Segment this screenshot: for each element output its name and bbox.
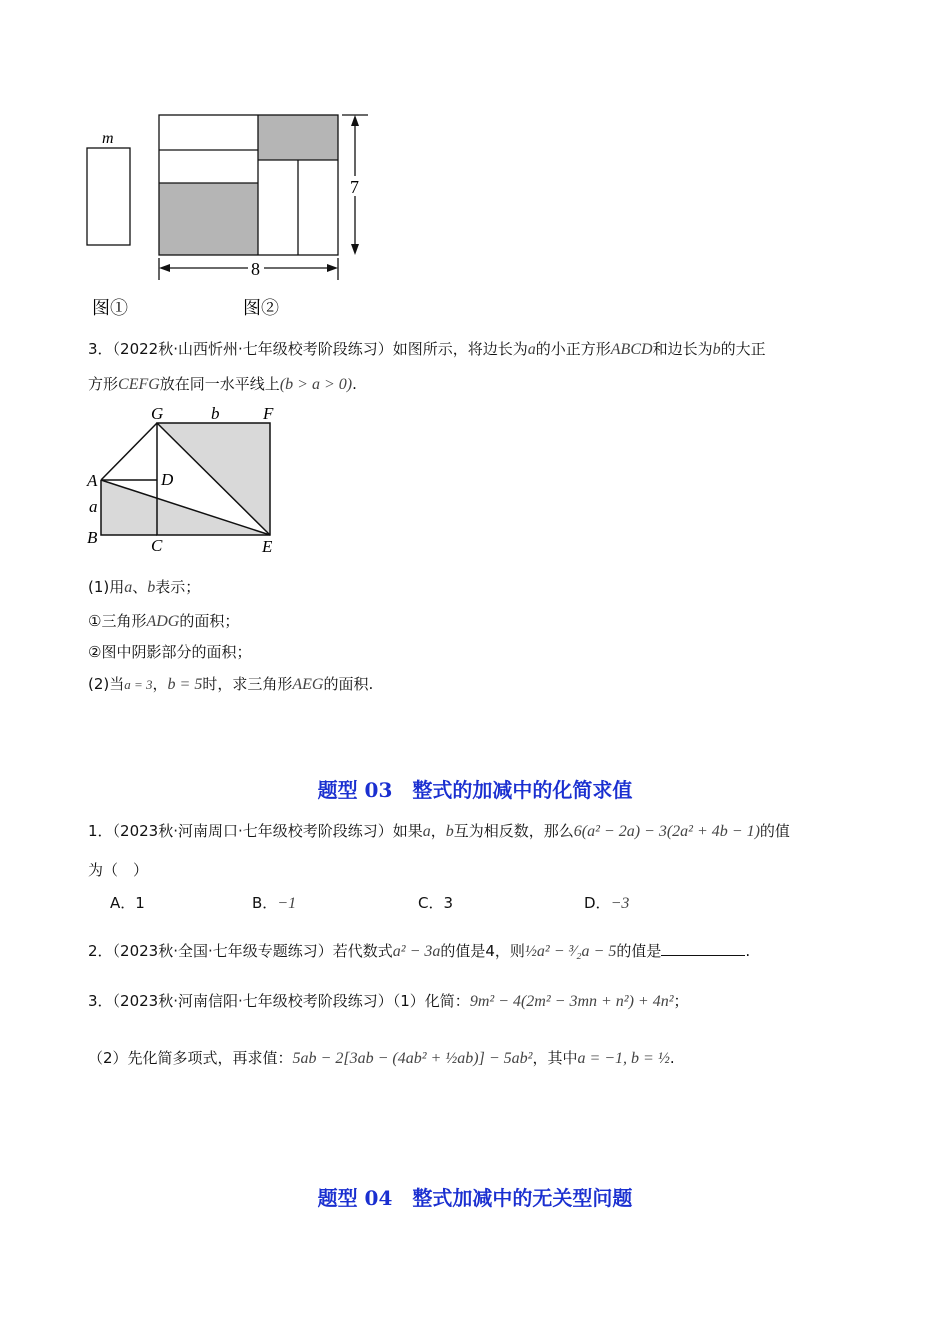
t3-question-3-part2: （2）先化简多项式，再求值：5ab − 2[3ab − (4ab² + ½ab)] − 5ab²，其中a = −1, b = ½.: [88, 1049, 675, 1067]
label-m: m: [102, 130, 114, 147]
shaded-rect-1: [159, 183, 258, 255]
label-a: a: [89, 497, 98, 516]
section-heading-04: 题型 04 整式加减中的无关型问题: [317, 1186, 633, 1210]
label-A: A: [87, 471, 98, 490]
answer-blank[interactable]: [661, 941, 745, 956]
t3-question-3: 3．（2023秋·河南信阳·七年级校考阶段练习）（1）化简：9m² − 4(2m² − 3mn + n²) + 4n²；: [88, 992, 689, 1010]
t3-question-2: 2．（2023秋·全国·七年级专题练习）若代数式a² − 3a的值是4，则½a² − ³⁄₂a − 5的值是 .: [88, 942, 751, 960]
label-8: 8: [251, 259, 260, 279]
label-E: E: [262, 537, 273, 556]
t3-question-1: 1．（2023秋·河南周口·七年级校考阶段练习）如果a，b互为相反数，那么6(a² − 2a) − 3(2a² + 4b − 1)的值: [88, 822, 790, 840]
label-F: F: [263, 404, 274, 423]
option-b[interactable]: B．−1: [252, 894, 297, 912]
figure-squares: [80, 400, 290, 560]
shaded-rect-2: [258, 115, 338, 160]
t3-question-1-line2: 为（ ）: [88, 861, 149, 879]
option-d[interactable]: D．−3: [584, 894, 630, 912]
figure-rectangles: [0, 0, 400, 330]
label-G: G: [151, 404, 164, 423]
caption-fig1: 图①: [92, 298, 128, 318]
part-1-i: ①三角形ADG的面积；: [88, 612, 240, 630]
part-2: (2)当a = 3，b = 5时，求三角形AEG的面积.: [88, 675, 374, 693]
option-a[interactable]: A．1: [110, 894, 145, 912]
label-B: B: [87, 528, 98, 547]
option-c[interactable]: C．3: [418, 894, 454, 912]
label-b: b: [211, 404, 220, 423]
label-D: D: [161, 470, 174, 489]
caption-fig2: 图②: [243, 298, 279, 318]
label-C: C: [151, 536, 163, 555]
label-7: 7: [350, 177, 359, 197]
question-3-line1: 3．（2022秋·山西忻州·七年级校考阶段练习）如图所示，将边长为a的小正方形ABCD和边长为b的大正: [88, 340, 766, 358]
section-heading-03: 题型 03 整式的加减中的化简求值: [317, 778, 633, 802]
part-1-ii: ②图中阴影部分的面积；: [88, 643, 252, 661]
part-1: (1)用a、b表示；: [88, 578, 201, 596]
small-rectangle: [87, 148, 130, 245]
question-3-line2: 方形CEFG放在同一水平线上(b > a > 0).: [88, 375, 357, 393]
